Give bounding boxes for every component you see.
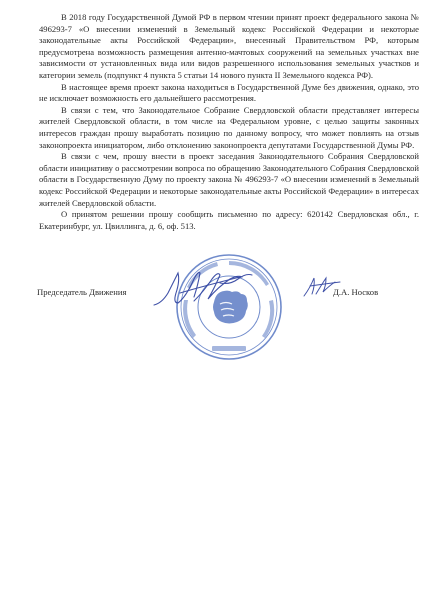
chairman-signature-image	[150, 263, 270, 323]
letter-body	[39, 12, 419, 232]
paragraph-3: В связи с тем, что Законодательное Собрание Свердловской области представляет интересы жителей Свердловской области, в том числе на Федеральном уровне, с целью защиты законных интересов граждан прошу выработать позицию по данному вопросу, что может повлиять на отзыв законопроекта инициатором, либо отклонению законопроекта депутатами Государственной Думы РФ.	[39, 104, 419, 150]
signatory-name: Д.А. Носков	[333, 287, 379, 297]
paragraph-5: О принятом решении прошу сообщить письменно по адресу: 620142 Свердловская обл., г. Екатеринбург, ул. Цвиллинга, д. 6, оф. 513.	[39, 209, 419, 231]
paragraph-1: В 2018 году Государственной Думой РФ в первом чтении принят проект федерального закона № 496293-7 «О внесении изменений в Земельный кодекс Российской Федерации и некоторые законодательные акты Российской Федерации», внесенный Правительством РФ, которым предусмотрена возможность размещения антенно-мачтовых сооружений на земельных участках вне зависимости от установленных вида или видов разрешенного использования земельных участков и категории земель (подпункт 4 пункта 5 статьи 14 нового пункта II Земельного кодекса РФ).	[39, 12, 419, 80]
signatory-title: Председатель Движения	[37, 287, 127, 297]
name-signature-image	[300, 272, 360, 302]
paragraph-4: В связи с чем, прошу внести в проект заседания Законодательного Собрания Свердловской области инициативу о рассмотрении вопроса по обращению Законодательного Собрания Свердловской области в Государственную Думу по проекту закона № 496293-7 «О внесении изменений в Земельный кодекс Российской Федерации и некоторые законодательные акты Российской Федерации» в интересах жителей Свердловской области.	[39, 151, 419, 208]
paragraph-2: В настоящее время проект закона находиться в Государственной Думе без движения, однако, это не исключает возможность его дальнейшего рассмотрения.	[39, 81, 419, 104]
